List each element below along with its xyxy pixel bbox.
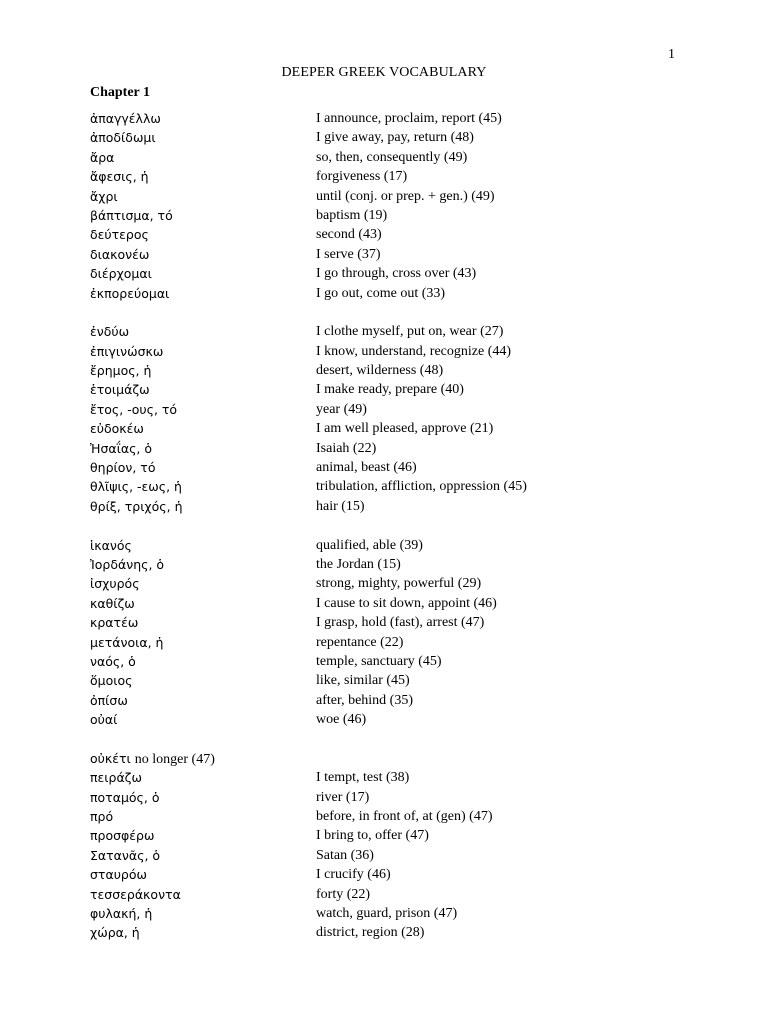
vocabulary-entry [90, 536, 710, 555]
vocabulary-entry [90, 264, 710, 283]
greek-word: ποταμός, ὁ [90, 789, 160, 805]
english-gloss: Satan (36) [316, 847, 374, 863]
vocabulary-entry [90, 497, 710, 516]
english-gloss: woe (46) [316, 712, 367, 728]
vocabulary-entry [90, 361, 710, 380]
vocabulary-entry [90, 109, 710, 128]
vocabulary-entry [90, 613, 710, 632]
vocabulary-entry [90, 846, 710, 865]
greek-word: πρό [90, 809, 114, 825]
english-gloss: desert, wilderness (48) [316, 363, 444, 379]
english-gloss: year (49) [316, 401, 367, 417]
vocabulary-entry [90, 885, 710, 904]
english-gloss: animal, beast (46) [316, 460, 417, 476]
vocabulary-entry [90, 749, 710, 768]
greek-word: χώρα, ἡ [90, 925, 140, 941]
vocabulary-entry [90, 380, 710, 399]
greek-word: ἄφεσις, ἡ [90, 169, 149, 185]
english-gloss: after, behind (35) [316, 692, 414, 708]
greek-word: ἔρημος, ἡ [90, 363, 152, 379]
vocabulary-entry [90, 419, 710, 438]
english-gloss: watch, guard, prison (47) [316, 906, 458, 922]
english-gloss: hair (15) [316, 498, 365, 514]
vocabulary-entry [90, 400, 710, 419]
english-gloss: river (17) [316, 789, 370, 805]
greek-word: Ἰορδάνης, ὁ [90, 556, 165, 572]
english-gloss: I bring to, offer (47) [316, 828, 429, 844]
vocabulary-entry [90, 439, 710, 458]
greek-word: ἐνδύω [90, 324, 130, 340]
english-gloss: I clothe myself, put on, wear (27) [316, 324, 504, 340]
english-gloss: baptism (19) [316, 207, 388, 223]
vocabulary-entry [90, 128, 710, 147]
english-gloss: second (43) [316, 227, 382, 243]
vocabulary-entry [90, 865, 710, 884]
english-gloss: district, region (28) [316, 925, 425, 941]
vocabulary-entry [90, 904, 710, 923]
greek-word: ἰσχυρός [90, 576, 140, 592]
english-gloss: forgiveness (17) [316, 169, 408, 185]
vocabulary-group [90, 109, 710, 303]
english-gloss: I tempt, test (38) [316, 770, 410, 786]
vocabulary-entry [90, 342, 710, 361]
english-gloss: so, then, consequently (49) [316, 149, 468, 165]
english-gloss: until (conj. or prep. + gen.) (49) [316, 188, 495, 204]
greek-word: ὅμοιος [90, 673, 133, 689]
english-gloss: qualified, able (39) [316, 537, 423, 553]
greek-word: δεύτερος [90, 227, 149, 243]
english-gloss: forty (22) [316, 886, 371, 902]
vocabulary-entry [90, 458, 710, 477]
vocabulary-entry [90, 768, 710, 787]
greek-word: διακονέω [90, 246, 150, 262]
greek-word: σταυρόω [90, 867, 147, 883]
vocabulary-entry [90, 788, 710, 807]
greek-word: οὐκέτι no longer (47) [90, 750, 215, 767]
english-gloss: the Jordan (15) [316, 556, 401, 572]
greek-word: ναός, ὁ [90, 653, 136, 669]
greek-word: καθίζω [90, 595, 135, 611]
greek-word: εὐδοκέω [90, 421, 144, 437]
english-gloss: I give away, pay, return (48) [316, 130, 474, 146]
vocabulary-entry [90, 148, 710, 167]
english-gloss: before, in front of, at (gen) (47) [316, 809, 493, 825]
vocabulary-entry [90, 206, 710, 225]
english-gloss: Isaiah (22) [316, 440, 377, 456]
vocabulary-entry [90, 691, 710, 710]
greek-word: οὐαί [90, 712, 118, 728]
vocabulary-entry [90, 574, 710, 593]
english-gloss: I cause to sit down, appoint (46) [316, 595, 497, 611]
greek-word: βάπτισμα, τό [90, 207, 173, 223]
english-gloss: I go out, come out (33) [316, 285, 446, 301]
greek-word: τεσσεράκοντα [90, 886, 181, 902]
greek-word: ἀποδίδωμι [90, 130, 156, 146]
vocabulary-entry [90, 826, 710, 845]
english-gloss: I serve (37) [316, 246, 381, 262]
greek-word: ἀπαγγέλλω [90, 111, 161, 126]
vocabulary-entry [90, 710, 710, 729]
greek-word: προσφέρω [90, 828, 155, 844]
vocabulary-entry [90, 284, 710, 303]
english-gloss: no longer (47) [134, 751, 215, 767]
greek-word: πειράζω [90, 770, 142, 786]
vocabulary-entry [90, 187, 710, 206]
chapter-heading: Chapter 1 [90, 85, 151, 100]
english-gloss: I make ready, prepare (40) [316, 382, 464, 398]
vocabulary-entry [90, 555, 710, 574]
greek-word: κρατέω [90, 615, 139, 631]
vocabulary-group [90, 536, 710, 730]
greek-word: Σατανᾶς, ὁ [90, 847, 161, 863]
greek-word: ἄρα [90, 149, 115, 165]
greek-word: ἑτοιμάζω [90, 382, 150, 398]
vocabulary-entry [90, 923, 710, 942]
greek-word: ὀπίσω [90, 692, 128, 708]
english-gloss: strong, mighty, powerful (29) [316, 576, 482, 592]
english-gloss: I announce, proclaim, report (45) [316, 111, 502, 126]
english-gloss: repentance (22) [316, 634, 404, 650]
greek-word: ἱκανός [90, 537, 132, 553]
vocabulary-list [90, 109, 710, 962]
vocabulary-entry [90, 633, 710, 652]
vocabulary-entry [90, 594, 710, 613]
greek-word: ἄχρι [90, 188, 118, 204]
greek-word: ἔτος, -ους, τό [90, 401, 178, 417]
english-gloss: I go through, cross over (43) [316, 266, 477, 282]
vocabulary-entry [90, 807, 710, 826]
vocabulary-entry [90, 322, 710, 341]
vocabulary-entry [90, 671, 710, 690]
document-title: DEEPER GREEK VOCABULARY [281, 65, 487, 80]
greek-word: θρίξ, τριχός, ἡ [90, 498, 183, 514]
greek-word: Ἠσαΐας, ὁ [90, 440, 153, 456]
greek-word: μετάνοια, ἡ [90, 634, 164, 650]
english-gloss: tribulation, affliction, oppression (45) [316, 479, 527, 495]
vocabulary-entry [90, 477, 710, 496]
vocabulary-entry [90, 225, 710, 244]
english-gloss: temple, sanctuary (45) [316, 653, 442, 669]
english-gloss: I grasp, hold (fast), arrest (47) [316, 615, 485, 631]
vocabulary-group [90, 322, 710, 516]
page-number: 1 [668, 47, 675, 62]
english-gloss: I am well pleased, approve (21) [316, 421, 494, 437]
vocabulary-entry [90, 652, 710, 671]
english-gloss: like, similar (45) [316, 673, 410, 689]
greek-word: φυλακή, ἡ [90, 906, 153, 922]
vocabulary-group [90, 749, 710, 943]
english-gloss: I crucify (46) [316, 867, 391, 883]
greek-word: θλῖψις, -εως, ἡ [90, 479, 182, 495]
greek-word: διέρχομαι [90, 266, 152, 282]
greek-word: ἐκπορεύομαι [90, 285, 170, 301]
vocabulary-entry [90, 245, 710, 264]
vocabulary-entry [90, 167, 710, 186]
greek-word: ἐπιγινώσκω [90, 343, 164, 359]
greek-word: θηρίον, τό [90, 460, 156, 476]
english-gloss: I know, understand, recognize (44) [316, 343, 512, 359]
